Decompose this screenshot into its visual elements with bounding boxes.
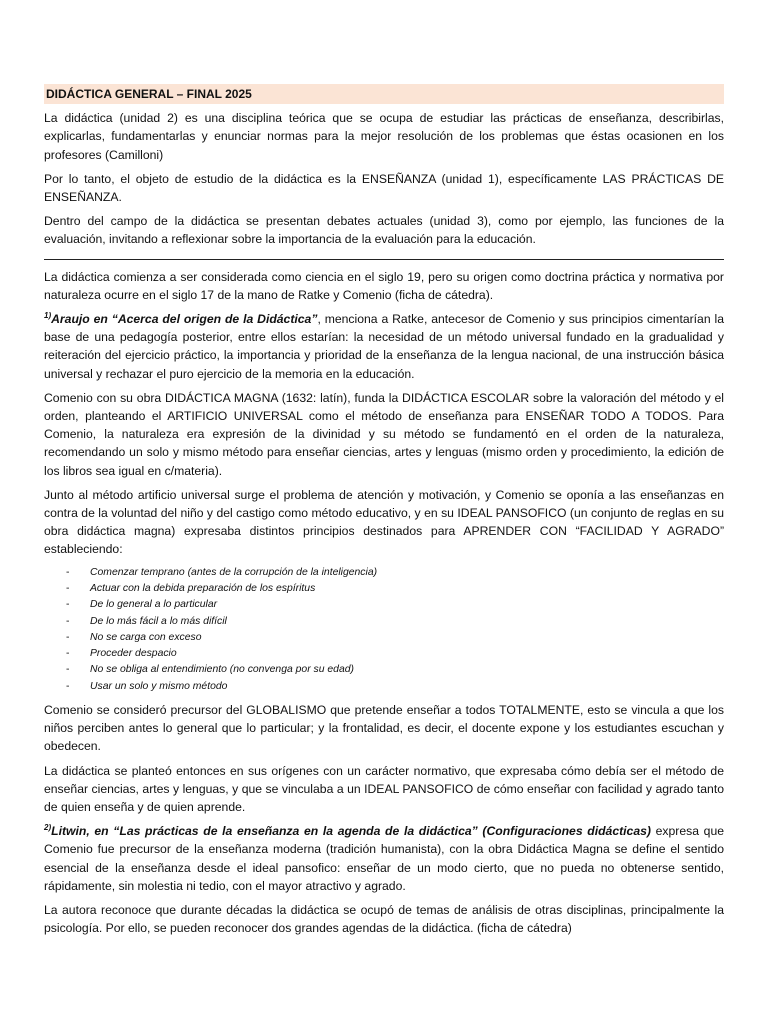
footnote-marker-2: 2): [44, 823, 52, 833]
list-item-text: No se obliga al entendimiento (no convenga por su edad): [90, 664, 354, 676]
list-item: [66, 662, 724, 678]
list-item: [66, 646, 724, 662]
list-item-text: Proceder despacio: [90, 648, 177, 660]
litwin-text: expresa que Comenio fue precursor de la enseñanza moderna (tradición humanista), con la obra Didáctica Magna se define el sentido esencial de la enseñanza desde el ideal pansofico: enseñar de un modo cierto, que no pueda no obtenerse sentido, rápidamente, sin molestia ni tedio, con el mayor atractivo y agrado.: [44, 824, 724, 893]
list-dash: -: [66, 599, 70, 611]
list-item: [66, 597, 724, 613]
list-item-text: De lo más fácil a lo más difícil: [90, 615, 227, 627]
principles-list: [44, 565, 724, 695]
list-item-text: Actuar con la debida preparación de los espíritus: [90, 582, 316, 594]
paragraph-junto: Junto al método artificio universal surge el problema de atención y motivación, y Comenio se oponía a las enseñanzas en contra de la voluntad del niño y del castigo como método educativo, y en su IDEAL PANSOFICO (un conjunto de reglas en su obra didáctica magna) expresaba distintos principios destinados para APRENDER CON “FACILIDAD Y AGRADO” estableciendo:: [44, 487, 724, 557]
araujo-text: , menciona a Ratke, antecesor de Comenio y sus principios cimentarían la base de una pedagogía posterior, entre ellos estarían: la necesidad de un método universal fundado en la gradualidad y reiteración del ejercicio práctico, la importancia y prioridad de la enseñanza de la lengua nacional, de una instrucción básica universal y rechazar el puro ejercicio de la memoria en la educación.: [44, 312, 724, 381]
list-dash: -: [66, 566, 70, 578]
paragraph-autora: La autora reconoce que durante décadas la didáctica se ocupó de temas de análisis de otras disciplinas, principalmente la psicología. Por ello, se pueden reconocer dos grandes agendas de la didáctica. (ficha de cátedra): [44, 903, 724, 936]
list-dash: -: [66, 631, 70, 643]
list-item-text: No se carga con exceso: [90, 631, 202, 643]
paragraph-ciencia: La didáctica comienza a ser considerada como ciencia en el siglo 19, pero su origen como doctrina práctica y normativa por naturaleza ocurre en el siglo 17 de la mano de Ratke y Comenio (ficha de cátedra).: [44, 269, 724, 302]
paragraph-comenio: Comenio con su obra DIDÁCTICA MAGNA (1632: latín), funda la DIDÁCTICA ESCOLAR sobre la valoración del método y el orden, planteando el ARTIFICIO UNIVERSAL como el método de enseñanza para ENSEÑAR TODO A TODOS. Para Comenio, la naturaleza era expresión de la divinidad y su método se fundamentó en el orden de la naturaleza, recomendando un solo y mismo método para enseñar ciencias, artes y lenguas (mismo orden y procedimiento, la edición de los libros sea igual en c/materia).: [44, 390, 724, 478]
araujo-citation: Araujo en “Acerca del origen de la Didáctica”: [51, 312, 318, 327]
list-dash: -: [66, 664, 70, 676]
list-dash: -: [66, 615, 70, 627]
intro-paragraph-1: La didáctica (unidad 2) es una disciplina teórica que se ocupa de estudiar las prácticas de enseñanza, describirlas, explicarlas, fundamentarlas y enunciar normas para la mejor resolución de los problemas que éstas ocasionen en los profesores (Camilloni): [44, 111, 724, 162]
intro-paragraph-3: Dentro del campo de la didáctica se presentan debates actuales (unidad 3), como por ejemplo, las funciones de la evaluación, invitando a reflexionar sobre la importancia de la evaluación para la educación.: [44, 214, 724, 247]
list-item-text: Comenzar temprano (antes de la corrupción de la inteligencia): [90, 566, 378, 578]
litwin-citation: Litwin, en “Las prácticas de la enseñanza en la agenda de la didáctica” (Configuraciones didácticas): [51, 824, 651, 839]
paragraph-normativo: La didáctica se planteó entonces en sus orígenes con un carácter normativo, que expresaba cómo debía ser el método de enseñar ciencias, artes y lenguas, y que se vinculaba a un IDEAL PANSOFICO de cómo enseñar con facilidad y agrado tanto de quien enseña y de quien aprende.: [44, 763, 724, 815]
intro-paragraph-2: Por lo tanto, el objeto de estudio de la didáctica es la ENSEÑANZA (unidad 1), específicamente LAS PRÁCTICAS DE ENSEÑANZA.: [44, 171, 724, 205]
section-divider: [44, 259, 724, 260]
list-dash: -: [66, 680, 70, 692]
list-item-text: Usar un solo y mismo método: [90, 680, 228, 692]
list-item: [66, 565, 724, 581]
paragraph-litwin: [44, 822, 724, 895]
list-item: [66, 614, 724, 630]
paragraph-globalismo: Comenio se consideró precursor del GLOBALISMO que pretende enseñar a todos TOTALMENTE, esto se vincula a que los niños perciben antes lo general que lo particular; y la frontalidad, es decir, el docente expone y los estudiantes escuchan y obedecen.: [44, 703, 724, 754]
list-item: [66, 581, 724, 597]
list-dash: -: [66, 648, 70, 660]
list-item: [66, 679, 724, 695]
list-dash: -: [66, 582, 70, 594]
list-item: [66, 630, 724, 646]
list-item-text: De lo general a lo particular: [90, 599, 218, 611]
document-title: DIDÁCTICA GENERAL – FINAL 2025: [44, 84, 724, 104]
footnote-marker-1: 1): [44, 310, 52, 320]
paragraph-araujo: [44, 310, 724, 383]
